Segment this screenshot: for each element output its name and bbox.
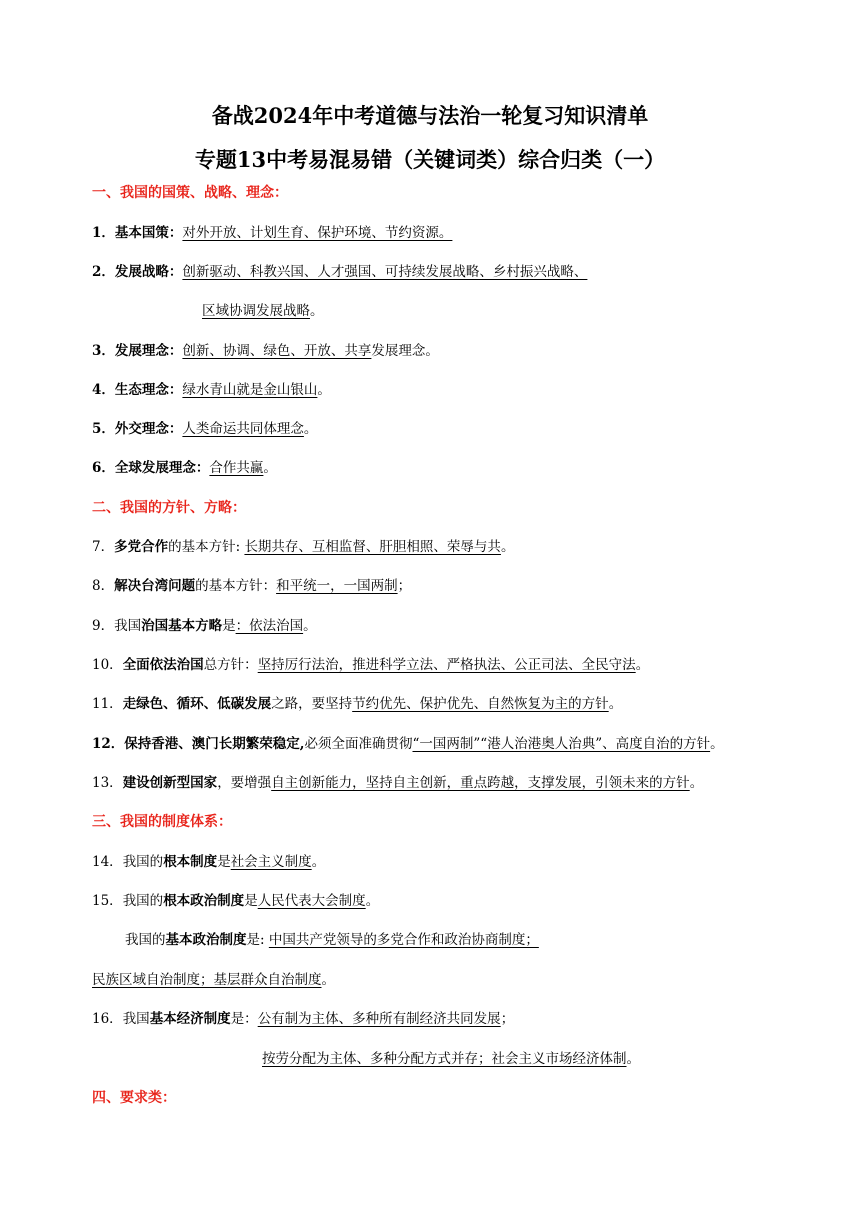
item-ending: 。 xyxy=(635,657,650,673)
item-text: 是: xyxy=(246,932,269,948)
item-3 xyxy=(92,341,439,361)
item-text: 之路，要坚持 xyxy=(271,696,353,712)
item-text: 的基本方针： xyxy=(195,578,277,594)
item-2 xyxy=(92,262,587,282)
item-keyword: 解决台湾问题 xyxy=(114,578,196,594)
item-keyword: 基本国策： xyxy=(114,225,183,241)
item-answer: ：依法治国 xyxy=(235,618,304,634)
item-answer: 创新驱动、科教兴国、人才强国、可持续发展战略、乡村振兴战略、 xyxy=(182,264,588,280)
item-answer: 人民代表大会制度 xyxy=(257,893,366,909)
item-text: 是 xyxy=(222,618,236,634)
item-number: 14． xyxy=(92,854,123,870)
item-answer: 人类命运共同体理念 xyxy=(182,421,304,437)
item-text: 是： xyxy=(230,1011,258,1027)
item-15-basic-political-system xyxy=(125,930,539,950)
item-answer: 公有制为主体、多种所有制经济共同发展 xyxy=(257,1011,501,1027)
item-keyword: 发展理念： xyxy=(114,343,183,359)
item-ending: 。 xyxy=(710,736,724,752)
document-title: 备战2024年中考道德与法治一轮复习知识清单 xyxy=(211,103,649,128)
item-answer: 节约优先、保护优先、自然恢复为主的方针 xyxy=(352,696,609,712)
item-keyword: 根本制度 xyxy=(163,854,218,870)
document-subtitle: 专题13中考易混易错（关键词类）综合归类（一） xyxy=(194,147,666,172)
item-number: 11． xyxy=(92,696,123,712)
item-answer: 民族区域自治制度；基层群众自治制度 xyxy=(92,972,322,988)
item-number: 7． xyxy=(92,539,115,555)
item-ending: 。 xyxy=(365,893,380,909)
item-10 xyxy=(92,655,649,675)
item-keyword: 全球发展理念： xyxy=(114,460,210,476)
item-answer: 长期共存、互相监督、肝胆相照、荣辱与共 xyxy=(244,539,501,555)
item-keyword: 治国基本方略 xyxy=(141,618,223,634)
item-13 xyxy=(92,773,703,793)
item-ending: 。 xyxy=(500,539,515,555)
item-ending: 。 xyxy=(317,382,331,398)
item-7 xyxy=(92,537,514,557)
item-keyword: 保持香港、澳门长期繁荣稳定, xyxy=(124,736,305,752)
item-12 xyxy=(92,734,724,754)
item-keyword: 建设创新型国家 xyxy=(122,775,218,791)
item-number: 15． xyxy=(92,893,123,909)
item-keyword: 基本经济制度 xyxy=(149,1011,231,1027)
item-ending: 。 xyxy=(263,460,277,476)
item-answer: “一国两制”“港人治港奥人治典”、高度自治的方针 xyxy=(412,736,711,752)
item-answer: 自主创新能力，坚持自主创新，重点跨越，支撑发展，引领未来的方针 xyxy=(271,775,690,791)
item-2-continued xyxy=(202,301,324,321)
item-9 xyxy=(92,616,317,636)
item-ending: 。 xyxy=(310,303,324,319)
item-prefix: 我国 xyxy=(122,1011,150,1027)
item-prefix: 我国 xyxy=(114,618,142,634)
item-ending: ； xyxy=(500,1011,515,1027)
item-keyword: 走绿色、循环、低碳发展 xyxy=(122,696,272,712)
item-number: 4． xyxy=(92,382,115,398)
item-keyword: 外交理念： xyxy=(114,421,183,437)
item-text: 的基本方针: xyxy=(168,539,245,555)
item-number: 13． xyxy=(92,775,123,791)
item-answer: 社会主义制度 xyxy=(230,854,312,870)
item-answer: 绿水青山就是金山银山 xyxy=(182,382,318,398)
item-prefix: 我国的 xyxy=(122,893,164,909)
item-number: 6． xyxy=(92,460,115,476)
item-number: 3． xyxy=(92,343,115,359)
item-11 xyxy=(92,694,622,714)
item-prefix: 我国的 xyxy=(122,854,164,870)
item-keyword: 发展战略： xyxy=(114,264,183,280)
item-ending: 。 xyxy=(311,854,326,870)
item-keyword: 多党合作 xyxy=(114,539,169,555)
item-keyword: 生态理念： xyxy=(114,382,183,398)
item-ending: 。 xyxy=(321,972,335,988)
item-number: 8． xyxy=(92,578,115,594)
item-16 xyxy=(92,1009,514,1029)
item-keyword: 基本政治制度 xyxy=(165,932,247,948)
item-8 xyxy=(92,576,411,596)
item-5 xyxy=(92,419,317,439)
item-number: 16． xyxy=(92,1011,123,1027)
item-ending: 。 xyxy=(303,618,317,634)
item-ending: 。 xyxy=(626,1051,640,1067)
item-text: 总方针： xyxy=(203,657,258,673)
item-answer: 中国共产党领导的多党合作和政治协商制度； xyxy=(268,932,539,948)
item-16-continued xyxy=(262,1049,640,1069)
item-4 xyxy=(92,380,331,400)
item-answer: 和平统一，一国两制 xyxy=(276,578,398,594)
item-answer: 合作共赢 xyxy=(209,460,264,476)
item-text: 是 xyxy=(244,893,258,909)
item-text: 是 xyxy=(217,854,231,870)
section-heading-3: 三、我国的制度体系： xyxy=(92,814,232,830)
section-heading-1: 一、我国的国策、战略、理念： xyxy=(92,185,288,201)
item-prefix: 我国的 xyxy=(125,932,166,948)
item-number: 1． xyxy=(92,225,115,241)
item-ending: 。 xyxy=(303,421,318,437)
item-answer: 对外开放、计划生育、保护环境、节约资源。 xyxy=(182,225,453,241)
item-answer: 按劳分配为主体、多种分配方式并存；社会主义市场经济体制 xyxy=(262,1051,627,1067)
item-ending: 。 xyxy=(608,696,623,712)
item-answer: 区域协调发展战略 xyxy=(202,303,310,319)
item-number: 10． xyxy=(92,657,123,673)
item-number: 2． xyxy=(92,264,115,280)
item-ending: 。 xyxy=(689,775,704,791)
item-1 xyxy=(92,223,452,243)
item-number: 12． xyxy=(92,736,125,752)
item-keyword: 根本政治制度 xyxy=(163,893,245,909)
item-ending: 发展理念。 xyxy=(371,343,439,359)
item-answer: 创新、协调、绿色、开放、共享 xyxy=(182,343,372,359)
item-number: 5． xyxy=(92,421,115,437)
item-text: 必须全面准确贯彻 xyxy=(304,736,413,752)
item-14 xyxy=(92,852,325,872)
item-15 xyxy=(92,891,379,911)
item-text: ，要增强 xyxy=(217,775,272,791)
item-keyword: 全面依法治国 xyxy=(122,657,204,673)
item-15-continued xyxy=(92,970,335,990)
item-number: 9． xyxy=(92,618,115,634)
item-6 xyxy=(92,458,277,478)
item-ending: ； xyxy=(397,578,412,594)
section-heading-2: 二、我国的方针、方略： xyxy=(92,500,246,516)
item-answer: 坚持厉行法治，推进科学立法、严格执法、公正司法、全民守法 xyxy=(257,657,636,673)
section-heading-4: 四、要求类： xyxy=(92,1090,176,1106)
